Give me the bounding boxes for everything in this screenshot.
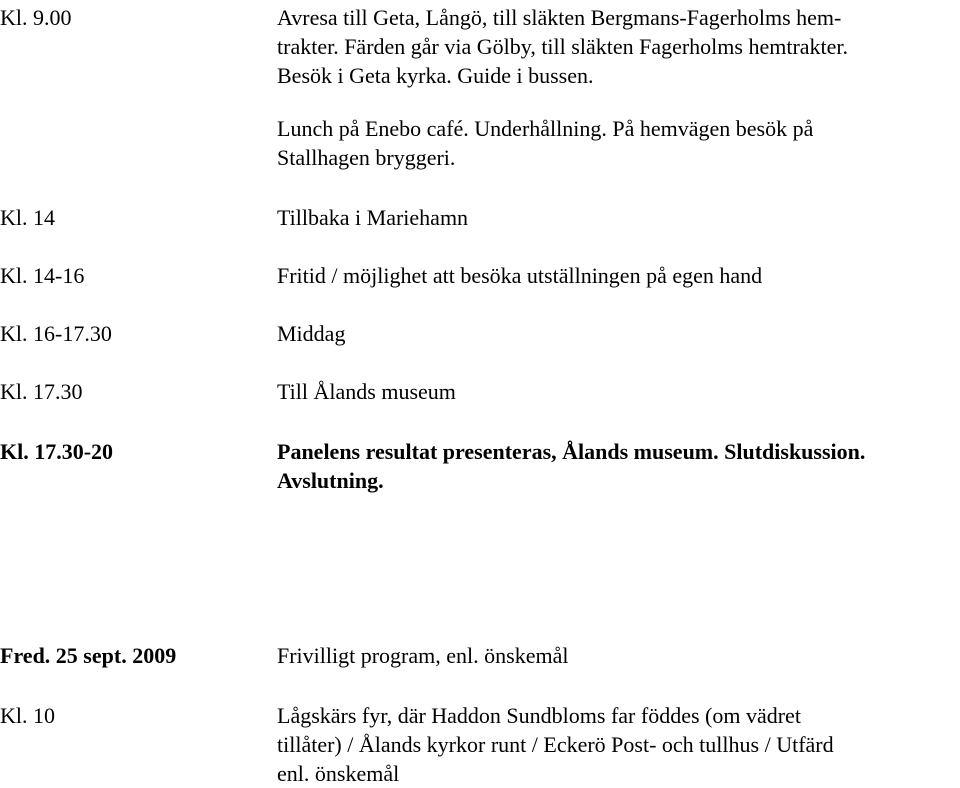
- description-line: Tillbaka i Mariehamn: [277, 205, 469, 230]
- activity-description: [277, 203, 953, 232]
- description-line: Frivilligt program, enl. önskemål: [277, 643, 569, 668]
- description-line: Lågskärs fyr, där Haddon Sundbloms far föddes (om vädret: [277, 703, 801, 728]
- description-line: Besök i Geta kyrka. Guide i bussen.: [277, 63, 594, 88]
- activity-description: [277, 641, 953, 670]
- description-line: Fritid / möjlighet att besöka utställningen på egen hand: [277, 263, 763, 288]
- time-label: Kl. 14: [0, 205, 55, 230]
- time-label: Kl. 17.30-20: [0, 439, 114, 464]
- description-line: Lunch på Enebo café. Underhållning. På hemvägen besök på: [277, 116, 814, 141]
- time-label: Kl. 17.30: [0, 379, 83, 404]
- description-line: Till Ålands museum: [277, 379, 456, 404]
- description-line: enl. önskemål: [277, 761, 400, 786]
- time-label: Kl. 16-17.30: [0, 321, 112, 346]
- time-label: Kl. 9.00: [0, 5, 72, 30]
- description-line: Middag: [277, 321, 346, 346]
- activity-description: [277, 3, 953, 172]
- description-line: Panelens resultat presenteras, Ålands museum. Slutdiskussion.: [277, 439, 866, 464]
- description-line: Avslutning.: [277, 468, 384, 493]
- time-label: Kl. 10: [0, 703, 55, 728]
- time-label: Kl. 14-16: [0, 263, 85, 288]
- description-line: Avresa till Geta, Långö, till släkten Bergmans-Fagerholms hem-: [277, 5, 842, 30]
- description-paragraph: [277, 114, 953, 172]
- activity-description: [277, 261, 953, 290]
- date-label: Fred. 25 sept. 2009: [0, 643, 177, 668]
- activity-description: [277, 377, 953, 406]
- activity-description: [277, 701, 953, 788]
- activity-description: [277, 437, 953, 495]
- description-line: tillåter) / Ålands kyrkor runt / Eckerö Post- och tullhus / Utfärd: [277, 732, 834, 757]
- activity-description: [277, 319, 953, 348]
- description-paragraph: [277, 3, 953, 90]
- description-line: Stallhagen bryggeri.: [277, 145, 456, 170]
- description-line: trakter. Färden går via Gölby, till släkten Fagerholms hemtrakter.: [277, 34, 849, 59]
